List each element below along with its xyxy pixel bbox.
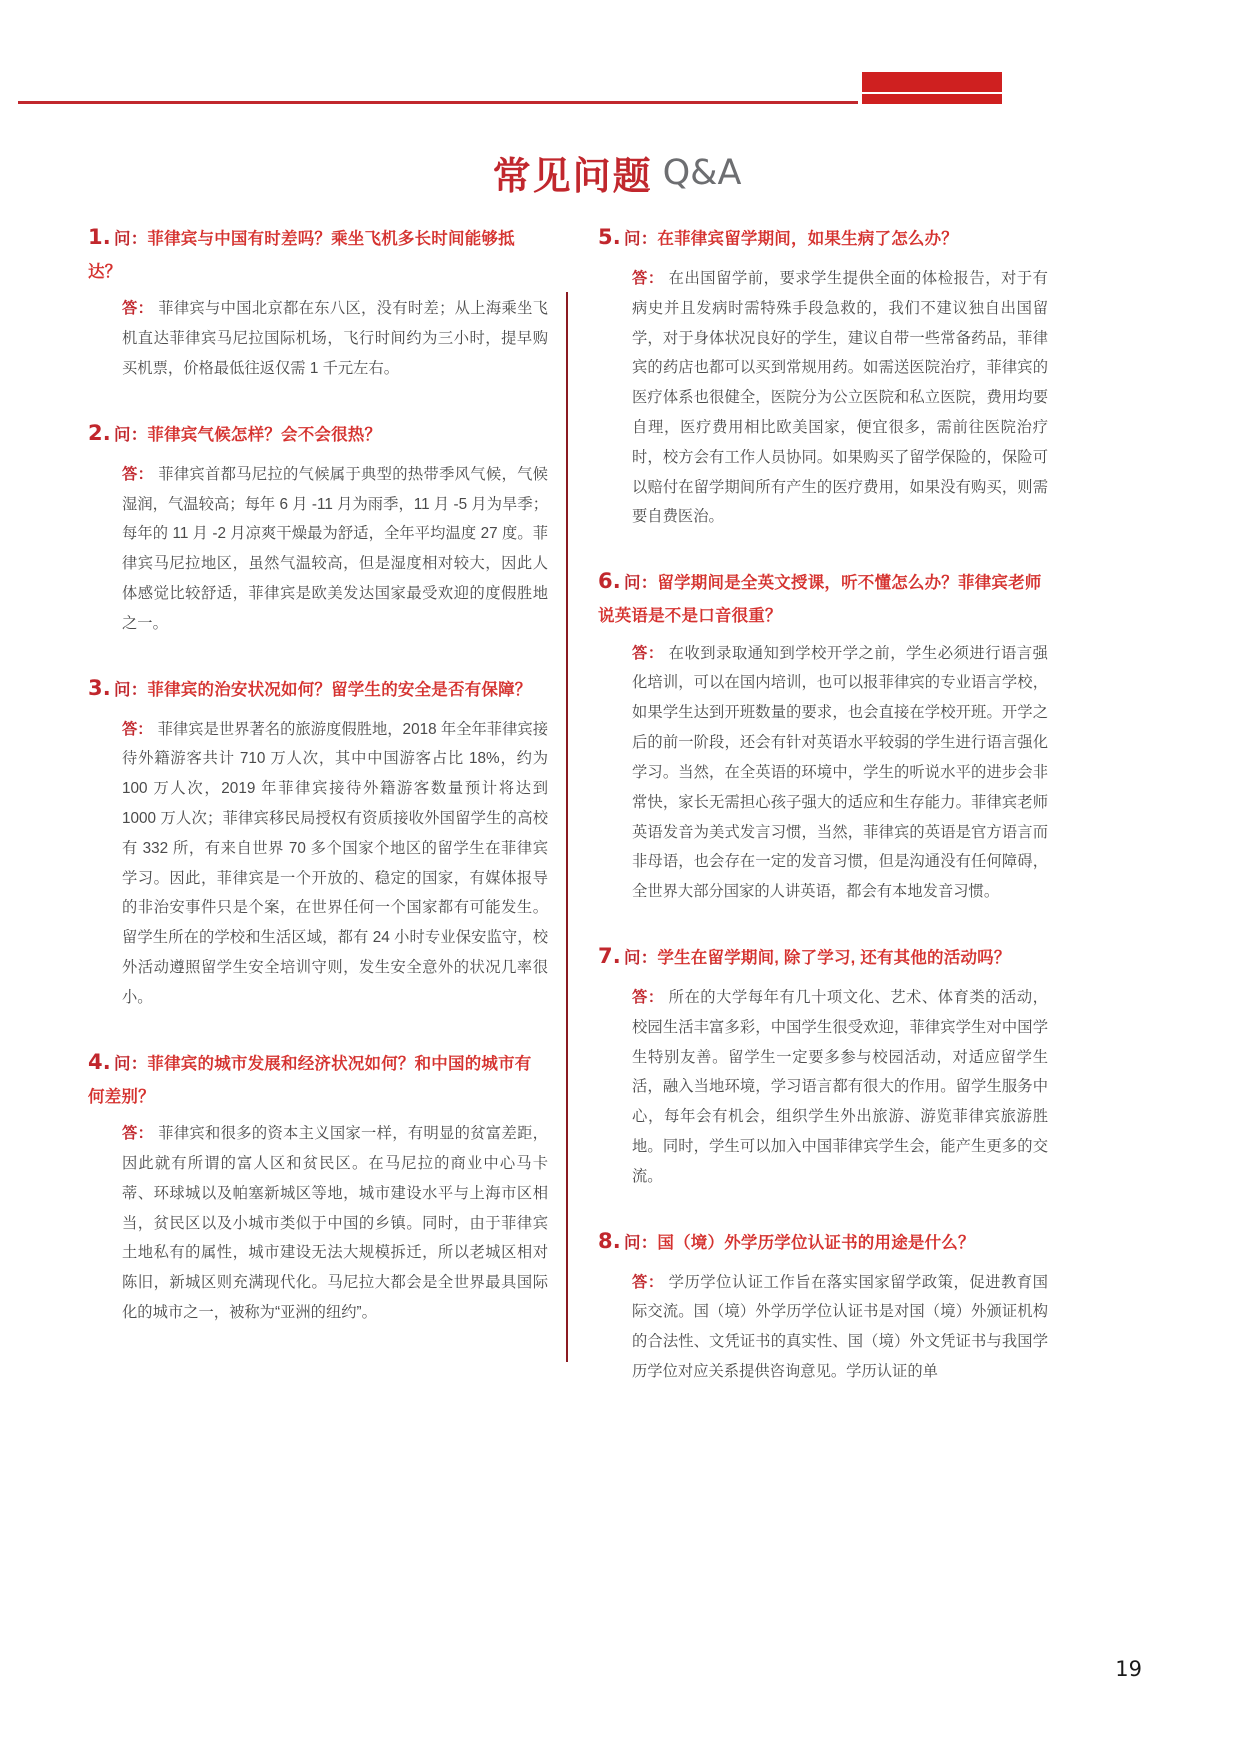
question-prefix: 问： bbox=[114, 1054, 148, 1073]
answer-body bbox=[88, 294, 548, 383]
answer-text: 在出国留学前，要求学生提供全面的体检报告，对于有病史并且发病时需特殊手段急救的，我们不建议独自出国留学，对于身体状况良好的学生，建议自带一些常备药品，菲律宾的药店也都可以买到常规用药。如需送医院治疗，菲律宾的医疗体系也很健全，医院分为公立医院和私立医院，费用均要自理，医疗费用相比欧美国家，便宜很多，需前往医院治疗时，校方会有工作人员协同。如果购买了留学保险的，保险可以赔付在留学期间所有产生的医疗费用，如果没有购买，则需要自费医治。 bbox=[632, 269, 1048, 526]
page-title bbox=[0, 145, 1234, 200]
answer-body bbox=[88, 1119, 548, 1328]
question-number: 5. bbox=[598, 225, 621, 249]
page-number: 19 bbox=[1115, 1657, 1142, 1681]
question-line bbox=[88, 218, 548, 287]
question-number: 1. bbox=[88, 225, 111, 249]
qa-item bbox=[598, 562, 1048, 907]
question-text: 菲律宾的治安状况如何？留学生的安全是否有保障？ bbox=[147, 680, 532, 699]
answer-prefix: 答： bbox=[122, 1125, 154, 1143]
qa-item bbox=[598, 218, 1048, 532]
answer-text: 学历学位认证工作旨在落实国家留学政策，促进教育国际交流。国（境）外学历学位认证书是对国（境）外颁证机构的合法性、文凭证书的真实性、国（境）外文凭证书与我国学历学位对应关系提供咨询意见。学历认证的单 bbox=[632, 1273, 1048, 1381]
question-prefix: 问： bbox=[114, 425, 148, 444]
answer-body bbox=[88, 715, 548, 1013]
question-number: 2. bbox=[88, 420, 111, 445]
question-line bbox=[88, 1043, 548, 1112]
content-columns bbox=[0, 218, 1234, 1417]
answer-text: 所在的大学每年有几十项文化、艺术、体育类的活动，校园生活丰富多彩，中国学生很受欢迎，菲律宾学生对中国学生特别友善。留学生一定要多参与校园活动，对适应留学生活，融入当地环境，学习语言都有很大的作用。留学生服务中心，每年会有机会，组织学生外出旅游、游览菲律宾旅游胜地。同时，学生可以加入中国菲律宾学生会，能产生更多的交流。 bbox=[632, 988, 1048, 1185]
question-line bbox=[598, 218, 1048, 257]
header-red-block bbox=[862, 72, 1002, 104]
question-text: 在菲律宾留学期间，如果生病了怎么办？ bbox=[657, 230, 959, 248]
question-line bbox=[88, 414, 548, 453]
question-text: 菲律宾气候怎样？会不会很热？ bbox=[147, 425, 382, 444]
question-text: 菲律宾与中国有时差吗？乘坐飞机多长时间能够抵达？ bbox=[88, 230, 515, 281]
left-column bbox=[88, 218, 558, 1358]
question-number: 8. bbox=[598, 1228, 621, 1253]
answer-prefix: 答： bbox=[632, 1273, 664, 1291]
header-red-block-stripe bbox=[862, 92, 1002, 94]
qa-item bbox=[598, 937, 1048, 1192]
answer-text: 菲律宾和很多的资本主义国家一样，有明显的贫富差距，因此就有所谓的富人区和贫民区。在马尼拉的商业中心马卡蒂、环球城以及帕塞新城区等地，城市建设水平与上海市区相当，贫民区以及小城市类似于中国的乡镇。同时，由于菲律宾土地私有的属性，城市建设无法大规模拆迁，所以老城区相对陈旧，新城区则充满现代化。马尼拉大都会是全世界最具国际化的城市之一，被称为“亚洲的纽约”。 bbox=[122, 1125, 548, 1322]
question-line bbox=[598, 562, 1048, 631]
answer-body bbox=[598, 639, 1048, 907]
question-prefix: 问： bbox=[624, 574, 658, 593]
question-line bbox=[598, 937, 1048, 976]
question-text: 学生在留学期间, 除了学习, 还有其他的活动吗？ bbox=[657, 949, 1011, 968]
question-number: 3. bbox=[88, 675, 111, 700]
question-text: 留学期间是全英文授课，听不懂怎么办？菲律宾老师说英语是不是口音很重？ bbox=[598, 574, 1042, 626]
question-text: 菲律宾的城市发展和经济状况如何？和中国的城市有何差别？ bbox=[88, 1054, 532, 1106]
right-column bbox=[598, 218, 1048, 1417]
question-text: 国（境）外学历学位认证书的用途是什么？ bbox=[657, 1233, 975, 1252]
question-prefix: 问： bbox=[624, 230, 658, 248]
answer-prefix: 答： bbox=[632, 269, 664, 287]
answer-prefix: 答： bbox=[122, 720, 153, 738]
question-prefix: 问： bbox=[114, 230, 148, 248]
question-number: 6. bbox=[598, 569, 621, 594]
header-rule-left bbox=[18, 101, 858, 104]
answer-prefix: 答： bbox=[632, 644, 664, 662]
page-title-en: Q&A bbox=[662, 152, 742, 193]
qa-item bbox=[88, 218, 548, 384]
page-title-cn: 常见问题 bbox=[492, 156, 653, 198]
question-prefix: 问： bbox=[114, 680, 148, 699]
answer-text: 菲律宾是世界著名的旅游度假胜地，2018 年全年菲律宾接待外籍游客共计 710 万人次，其中中国游客占比 18%，约为 100 万人次，2019 年菲律宾接待外籍游客数量预计将达到 1000 万人次；菲律宾移民局授权有资质接收外国留学生的高校有 332 所，有来自世界 70 多个国家个地区的留学生在菲律宾学习。因此，菲律宾是一个开放的、稳定的国家，有媒体报导的非治安事件只是个案，在世界任何一个国家都有可能发生。留学生所在的学校和生活区域，都有 24 小时专业保安监守，校外活动遵照留学生安全培训守则，发生安全意外的状况几率很小。 bbox=[122, 720, 548, 1006]
answer-prefix: 答： bbox=[122, 465, 154, 483]
question-line bbox=[88, 669, 548, 708]
question-prefix: 问： bbox=[624, 1233, 658, 1252]
answer-prefix: 答： bbox=[632, 988, 664, 1006]
answer-body bbox=[598, 983, 1048, 1192]
answer-text: 菲律宾与中国北京都在东八区，没有时差；从上海乘坐飞机直达菲律宾马尼拉国际机场，飞行时间约为三小时，提早购买机票，价格最低往返仅需 1 千元左右。 bbox=[122, 300, 548, 378]
answer-body bbox=[598, 1268, 1048, 1387]
question-number: 7. bbox=[598, 944, 621, 969]
qa-item bbox=[88, 414, 548, 639]
answer-prefix: 答： bbox=[122, 300, 154, 318]
answer-body bbox=[598, 264, 1048, 532]
question-number: 4. bbox=[88, 1049, 111, 1074]
answer-text: 菲律宾首都马尼拉的气候属于典型的热带季风气候，气候湿润，气温较高；每年 6 月 -11 月为雨季，11 月 -5 月为旱季；每年的 11 月 -2 月凉爽干燥最为舒适，全年平均温度 27 度。菲律宾马尼拉地区，虽然气温较高，但是湿度相对较大，因此人体感觉比较舒适，菲律宾是欧美发达国家最受欢迎的度假胜地之一。 bbox=[122, 465, 548, 632]
question-line bbox=[598, 1222, 1048, 1261]
qa-item bbox=[88, 1043, 548, 1328]
answer-text: 在收到录取通知到学校开学之前，学生必须进行语言强化培训，可以在国内培训，也可以报菲律宾的专业语言学校，如果学生达到开班数量的要求，也会直接在学校开班。开学之后的前一阶段，还会有针对英语水平较弱的学生进行语言强化学习。当然，在全英语的环境中，学生的听说水平的进步会非常快，家长无需担心孩子强大的适应和生存能力。菲律宾老师英语发音为美式发言习惯，当然，菲律宾的英语是官方语言而非母语，也会存在一定的发音习惯，但是沟通没有任何障碍，全世界大部分国家的人讲英语，都会有本地发音习惯。 bbox=[632, 644, 1048, 901]
qa-item bbox=[598, 1222, 1048, 1387]
question-prefix: 问： bbox=[624, 949, 658, 968]
qa-item bbox=[88, 669, 548, 1013]
column-divider bbox=[566, 292, 568, 1362]
answer-body bbox=[88, 460, 548, 639]
